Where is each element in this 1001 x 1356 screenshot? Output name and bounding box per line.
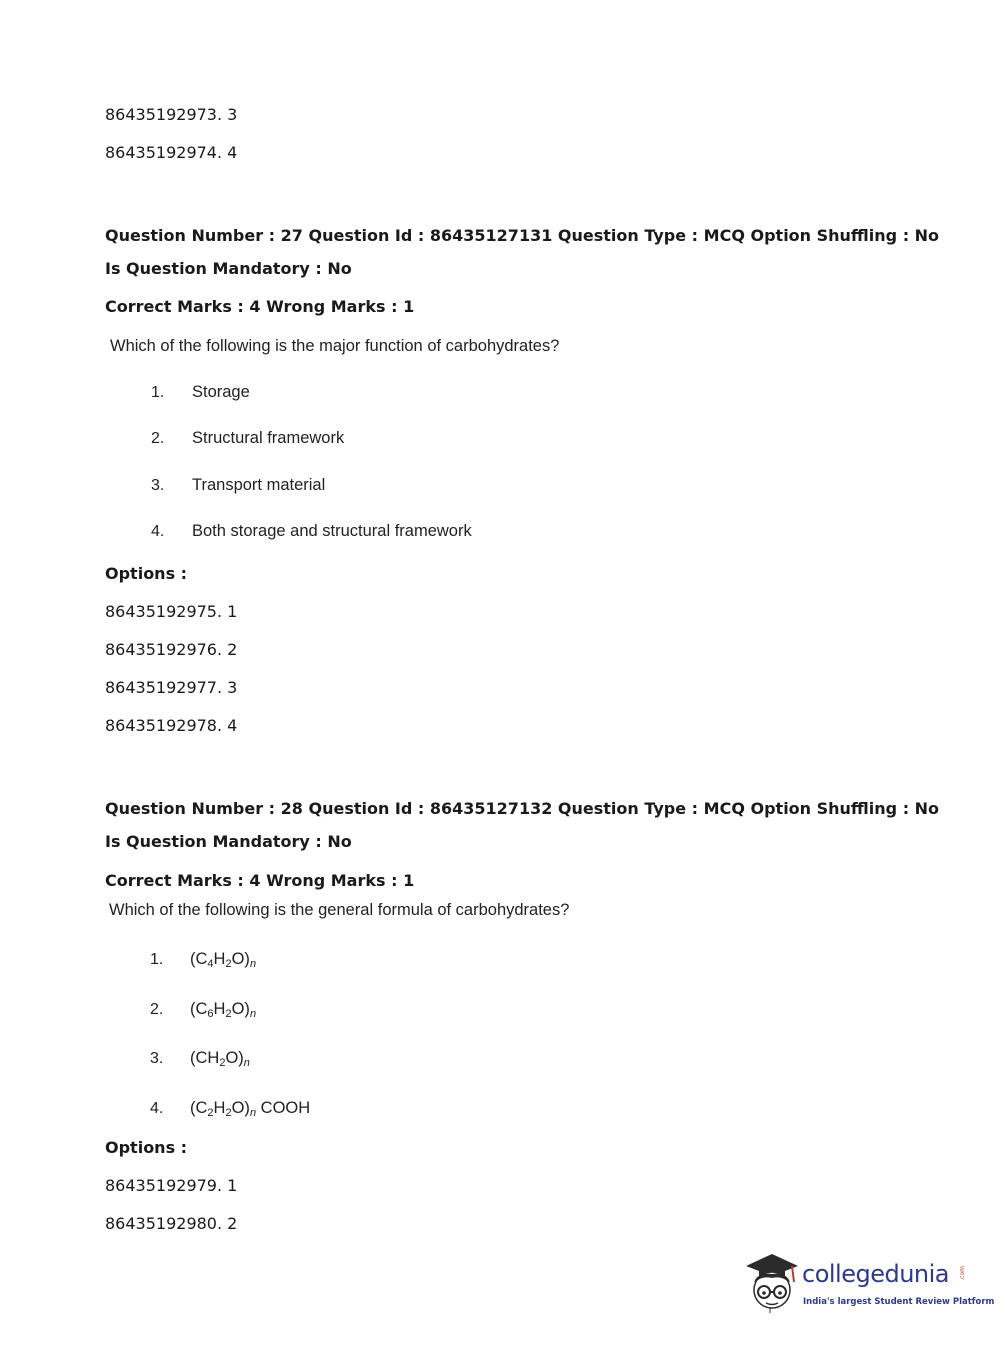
question-mandatory: Is Question Mandatory : No bbox=[105, 259, 352, 278]
question-text: Which of the following is the major function of carbohydrates? bbox=[110, 337, 560, 355]
choice-number: 1. bbox=[151, 384, 165, 401]
option-id: 86435192979. 1 bbox=[105, 1176, 238, 1195]
option-id: 86435192976. 2 bbox=[105, 640, 238, 659]
option-id: 86435192977. 3 bbox=[105, 678, 238, 697]
logo-wordmark: collegedunia bbox=[802, 1260, 950, 1288]
choice-text: Both storage and structural framework bbox=[192, 522, 472, 540]
options-label: Options : bbox=[105, 1138, 188, 1157]
choice-number: 4. bbox=[150, 1100, 164, 1117]
option-id: 86435192973. 3 bbox=[105, 105, 238, 124]
choice-text: Structural framework bbox=[192, 429, 345, 447]
question-text: Which of the following is the general formula of carbohydrates? bbox=[109, 901, 570, 919]
logo-domain: .com bbox=[959, 1266, 966, 1281]
option-id: 86435192975. 1 bbox=[105, 602, 238, 621]
choice-number: 3. bbox=[150, 1050, 164, 1067]
choice-number: 2. bbox=[150, 1001, 164, 1018]
question-marks: Correct Marks : 4 Wrong Marks : 1 bbox=[105, 871, 415, 890]
choice-number: 2. bbox=[151, 430, 165, 447]
question-mandatory: Is Question Mandatory : No bbox=[105, 832, 352, 851]
mascot-icon bbox=[742, 1252, 802, 1314]
question-marks: Correct Marks : 4 Wrong Marks : 1 bbox=[105, 297, 415, 316]
choice-number: 1. bbox=[150, 951, 164, 968]
choice-number: 3. bbox=[151, 477, 165, 494]
choice-text: Storage bbox=[192, 383, 250, 401]
options-label: Options : bbox=[105, 564, 188, 583]
option-id: 86435192978. 4 bbox=[105, 716, 238, 735]
choice-text: Transport material bbox=[192, 476, 326, 494]
formula-choice: $(C_4H_2O)_n$ bbox=[190, 950, 257, 970]
question-header: Question Number : 27 Question Id : 86435127131 Question Type : MCQ Option Shuffling : No bbox=[105, 226, 940, 245]
collegedunia-logo bbox=[742, 1252, 995, 1314]
formula-choice: $(C_6H_2O)_n$ bbox=[190, 1000, 257, 1020]
formula-choice: $(C_2H_2O)_n$ COOH bbox=[190, 1099, 311, 1119]
question-header: Question Number : 28 Question Id : 86435127132 Question Type : MCQ Option Shuffling : No bbox=[105, 799, 940, 818]
option-id: 86435192980. 2 bbox=[105, 1214, 238, 1233]
option-id: 86435192974. 4 bbox=[105, 143, 238, 162]
formula-choice: $(CH_2O)_n$ bbox=[190, 1049, 250, 1069]
choice-number: 4. bbox=[151, 523, 165, 540]
logo-tagline: India's largest Student Review Platform bbox=[803, 1297, 995, 1307]
